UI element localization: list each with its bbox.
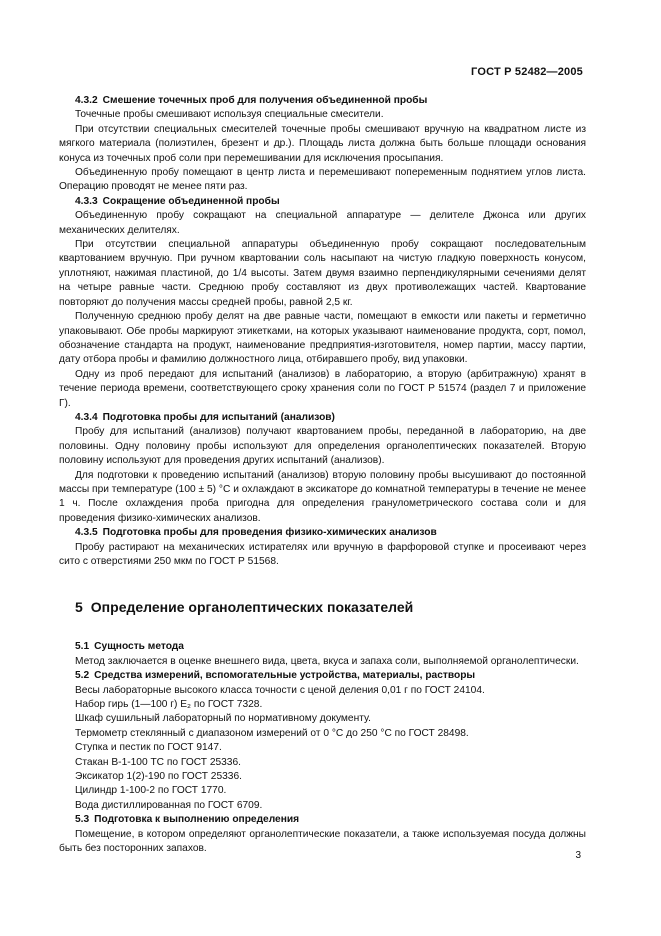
paragraph: Ступка и пестик по ГОСТ 9147. xyxy=(75,742,222,754)
paragraph: Объединенную пробу сокращают на специальной аппаратуре — делителе Джонса или других механических делителях. xyxy=(59,210,586,236)
paragraph: Стакан В-1-100 ТС по ГОСТ 25336. xyxy=(75,756,241,768)
paragraph: Полученную среднюю пробу делят на две равные части, помещают в емкости или пакеты и герметично упаковывают. Обе пробы маркируют этикетками, на которых указывают наименование продукта, сорт, помол, обозначение стандарта на продукт, наименование предприятия-изготовителя, номер партии, массу партии, дату отбора пробы и фамилию должностного лица, отбиравшего пробу, вид упаковки. xyxy=(59,311,586,366)
heading-text: Средства измерений, вспомогательные устройства, материалы, растворы xyxy=(94,670,476,682)
heading-number: 5 xyxy=(75,599,83,616)
subsection-heading xyxy=(59,669,586,683)
subsection-heading xyxy=(59,195,586,209)
heading-text: Сокращение объединенной пробы xyxy=(102,195,280,207)
paragraph: Для подготовки к проведению испытаний (анализов) вторую половину пробы высушивают до постоянной массы при температуре (100 ± 5) °С и охлаждают в эксикаторе до комнатной температуры в течение не менее 1 ч. После охлаждения проба пригодна для определения гранулометрического состава соли и для проведения физико-химических анализов. xyxy=(59,469,586,524)
paragraph: При отсутствии специальных смесителей точечные пробы смешивают вручную на квадратном листе из мягкого материала (полиэтилен, брезент и др.). Площадь листа должна быть больше площади основания конуса из точечных проб соли при перемешивании для исключения просыпания. xyxy=(59,123,586,164)
heading-number: 4.3.5 xyxy=(75,527,98,539)
heading-number: 4.3.2 xyxy=(75,95,98,106)
paragraph: При отсутствии специальной аппаратуры объединенную пробу сокращают последовательным квартованием вручную. При ручном квартовании соль насыпают на чистую гладкую поверхность конусом, уплотняют, нажимая пластиной, до 1/4 высоты. Затем двумя взаимно перпендикулярными сечениями делят на четыре равные части. Среднюю пробу составляют из двух противолежащих частей. Квартование повторяют до получения массы средней пробы, равной 2,5 кг. xyxy=(59,239,586,308)
paragraph: Точечные пробы смешивают используя специальные смесители. xyxy=(75,109,384,121)
document-body xyxy=(59,94,586,857)
subsection-heading xyxy=(59,411,586,425)
page-number: 3 xyxy=(575,850,581,861)
paragraph: Набор гирь (1—100 г) Е₂ по ГОСТ 7328. xyxy=(75,699,263,711)
paragraph: Пробу для испытаний (анализов) получают квартованием пробы, переданной в лабораторию, на две половины. Одну половину пробы используют для определения органолептических показателей. Вторую половину используют для проведения других испытаний (анализов). xyxy=(59,426,586,467)
paragraph: Шкаф сушильный лабораторный по нормативному документу. xyxy=(75,713,371,725)
document-header: ГОСТ Р 52482—2005 xyxy=(471,66,583,78)
paragraph: Термометр стеклянный с диапазоном измерений от 0 °С до 250 °С по ГОСТ 28498. xyxy=(75,727,469,739)
paragraph: Эксикатор 1(2)-190 по ГОСТ 25336. xyxy=(75,771,242,783)
heading-text: Подготовка пробы для испытаний (анализов) xyxy=(102,411,335,423)
paragraph: Вода дистиллированная по ГОСТ 6709. xyxy=(75,799,263,811)
subsection-heading xyxy=(59,640,586,654)
paragraph: Метод заключается в оценке внешнего вида, цвета, вкуса и запаха соли, выполняемой органолептически. xyxy=(75,655,579,667)
heading-number: 5.2 xyxy=(75,670,90,682)
subsection-heading xyxy=(59,813,586,827)
heading-text: Смешение точечных проб для получения объединенной пробы xyxy=(102,95,428,106)
heading-number: 5.1 xyxy=(75,641,90,653)
heading-number: 5.3 xyxy=(75,814,90,826)
heading-number: 4.3.4 xyxy=(75,411,98,423)
section-heading xyxy=(75,599,586,615)
paragraph: Помещение, в котором определяют органолептические показатели, а также используемая посуда должны быть без посторонних запахов. xyxy=(59,828,586,855)
heading-text: Сущность метода xyxy=(94,641,184,653)
paragraph: Пробу растирают на механических истирателях или вручную в фарфоровой ступке и просеивают через сито с отверстиями 250 мкм по ГОСТ Р 51568. xyxy=(59,541,586,567)
paragraph: Одну из проб передают для испытаний (анализов) в лабораторию, а вторую (арбитражную) хранят в течение периода времени, соответствующего сроку хранения соли по ГОСТ Р 51574 (раздел 7 и приложение Г). xyxy=(59,368,586,409)
heading-text: Определение органолептических показателей xyxy=(90,599,414,616)
paragraph: Цилиндр 1-100-2 по ГОСТ 1770. xyxy=(75,785,227,797)
heading-number: 4.3.3 xyxy=(75,195,98,207)
heading-text: Подготовка к выполнению определения xyxy=(94,814,300,826)
subsection-heading xyxy=(59,94,586,108)
paragraph: Объединенную пробу помещают в центр листа и перемешивают попеременным поднятием углов листа. Операцию проводят не менее пяти раз. xyxy=(59,167,586,193)
subsection-heading xyxy=(59,526,586,540)
heading-text: Подготовка пробы для проведения физико-химических анализов xyxy=(102,527,437,539)
paragraph: Весы лабораторные высокого класса точности с ценой деления 0,01 г по ГОСТ 24104. xyxy=(75,684,485,696)
